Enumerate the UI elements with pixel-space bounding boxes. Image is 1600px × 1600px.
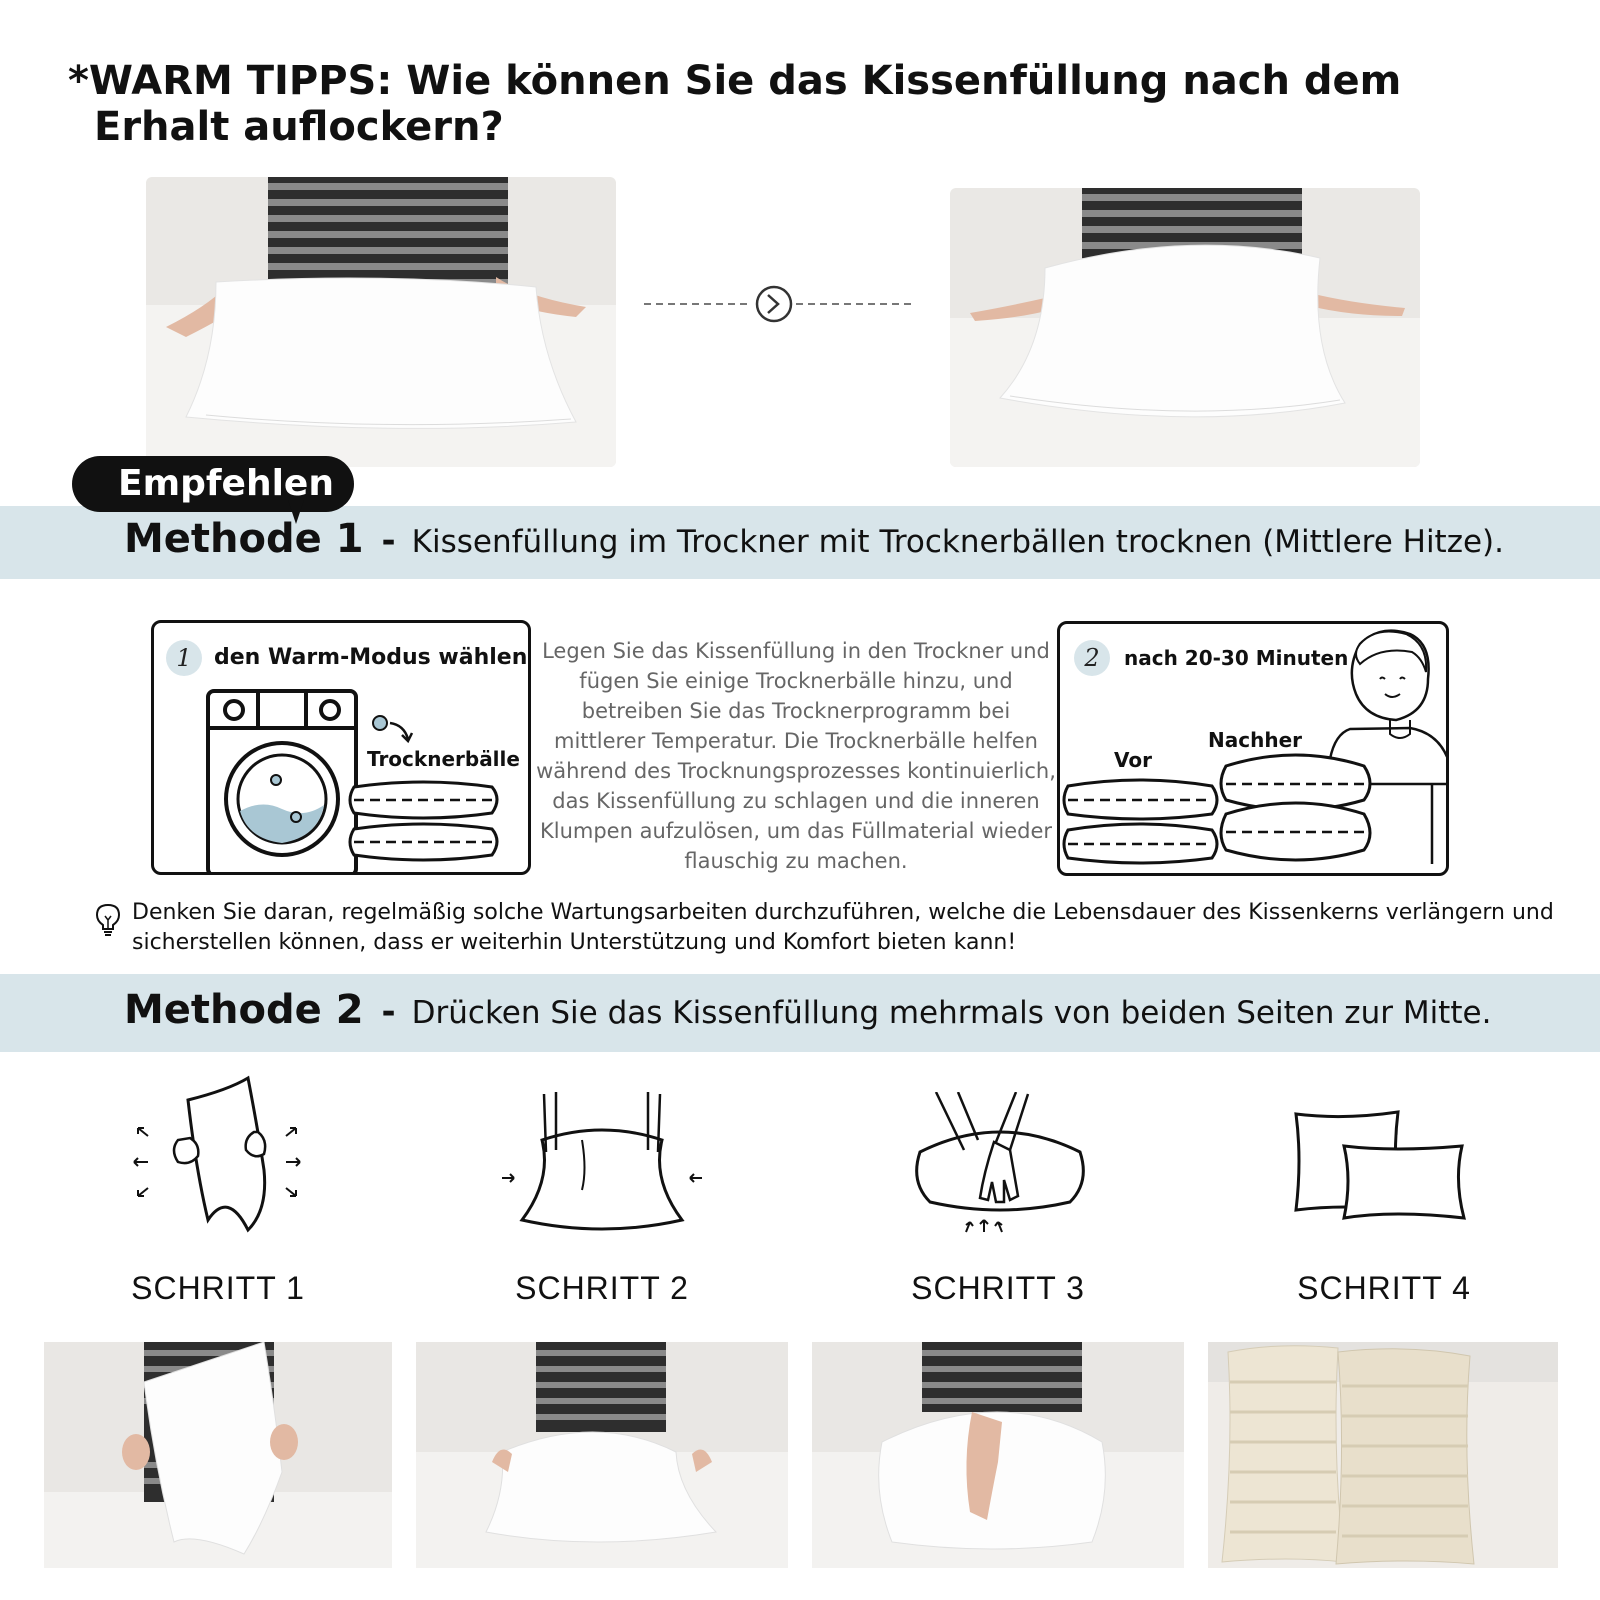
method-1-dash: - bbox=[381, 521, 396, 561]
page-title bbox=[68, 58, 1548, 150]
step-card-1-title: den Warm-Modus wählen bbox=[214, 645, 528, 670]
step-2-label: SCHRITT 2 bbox=[515, 1270, 689, 1306]
dryer-balls-label: Trocknerbälle bbox=[367, 747, 520, 771]
step-number-1: 1 bbox=[166, 640, 202, 676]
method-2-dash: - bbox=[381, 992, 396, 1032]
after-photo bbox=[950, 188, 1420, 467]
method-1-label: Methode 1 bbox=[124, 516, 364, 562]
title-line-2: Erhalt auflockern? bbox=[94, 104, 504, 150]
method-2-heading bbox=[124, 987, 1491, 1033]
pillow-press-top-icon bbox=[900, 1092, 1100, 1262]
badge-tail bbox=[288, 500, 304, 524]
after-label: Nachher bbox=[1208, 728, 1302, 752]
before-label: Vor bbox=[1114, 748, 1152, 772]
dryer-instructions: Legen Sie das Kissenfüllung in den Trockner und fügen Sie einige Trocknerbälle hinzu, und betreiben Sie das Trocknerprogramm bei mittlerer Temperatur. Die Trocknerbälle helfen während des Trocknungsprozesses kontinuierlich, das Kissenfüllung zu schlagen und die inneren Klumpen aufzulösen, um das Füllmaterial wieder flauschig zu machen. bbox=[536, 639, 1056, 873]
before-after-pillows-icon bbox=[1060, 624, 1449, 876]
step-4-photo bbox=[1208, 1342, 1558, 1568]
method-1-description: Kissenfüllung im Trockner mit Trocknerbällen trocknen (Mittlere Hitze). bbox=[411, 524, 1504, 560]
before-photo bbox=[146, 177, 616, 467]
step-card-2-title: nach 20-30 Minuten bbox=[1124, 646, 1349, 670]
step-2-photo bbox=[416, 1342, 788, 1568]
pillow-stack-icon bbox=[154, 623, 531, 875]
next-arrow-icon bbox=[644, 284, 914, 324]
pillow-shake-icon bbox=[118, 1070, 318, 1240]
step-1-label: SCHRITT 1 bbox=[131, 1270, 305, 1306]
pillow-press-sides-icon bbox=[502, 1090, 702, 1260]
recommend-badge: Empfehlen bbox=[72, 456, 354, 512]
step-4-label: SCHRITT 4 bbox=[1297, 1270, 1471, 1306]
step-card-1 bbox=[151, 620, 531, 875]
lightbulb-icon bbox=[94, 902, 122, 938]
step-1-photo bbox=[44, 1342, 392, 1568]
two-pillows-icon bbox=[1284, 1100, 1484, 1270]
step-3-photo bbox=[812, 1342, 1184, 1568]
title-line-1: *WARM TIPPS: Wie können Sie das Kissenfüllung nach dem bbox=[68, 58, 1402, 104]
maintenance-tip: Denken Sie daran, regelmäßig solche Wartungsarbeiten durchzuführen, welche die Lebensdauer des Kissenkerns verlängern und sicherstellen können, dass er weiterhin Unterstützung und Komfort bieten kann! bbox=[132, 900, 1554, 955]
step-3-label: SCHRITT 3 bbox=[911, 1270, 1085, 1306]
step-card-2 bbox=[1057, 621, 1449, 876]
method-2-description: Drücken Sie das Kissenfüllung mehrmals von beiden Seiten zur Mitte. bbox=[411, 995, 1492, 1031]
method-2-label: Methode 2 bbox=[124, 987, 364, 1033]
step-number-2: 2 bbox=[1074, 640, 1110, 676]
method-1-heading bbox=[124, 516, 1504, 562]
